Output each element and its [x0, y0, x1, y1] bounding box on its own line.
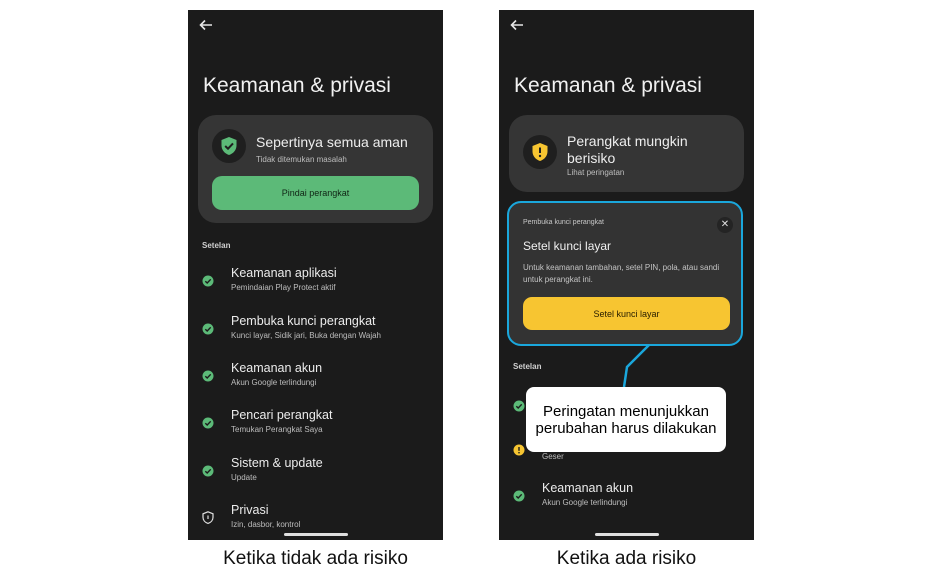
status-title: Perangkat mungkin berisiko: [567, 133, 688, 166]
item-title: Privasi: [231, 503, 269, 517]
page-title: Keamanan & privasi: [203, 74, 391, 97]
item-subtitle: Update: [231, 473, 257, 482]
popup-description: Untuk keamanan tambahan, setel PIN, pola, atau sandi untuk perangkat ini.: [523, 263, 720, 284]
popup-title: Setel kunci layar: [523, 239, 612, 253]
item-subtitle: Geser: [542, 452, 564, 461]
popup-kicker: Pembuka kunci perangkat: [523, 219, 604, 226]
item-subtitle: Akun Google terlindungi: [231, 378, 317, 387]
caption-no-risk: Ketika tidak ada risiko: [223, 548, 408, 569]
set-screen-lock-button[interactable]: Setel kunci layar: [523, 297, 730, 330]
status-title: Sepertinya semua aman: [256, 134, 408, 150]
close-icon[interactable]: ✕: [717, 217, 733, 233]
item-title: Pembuka kunci perangkat: [231, 314, 376, 328]
item-subtitle: Pemindaian Play Protect aktif: [231, 283, 336, 292]
section-header: Setelan: [513, 362, 542, 371]
status-subtitle: Tidak ditemukan masalah: [256, 155, 347, 164]
item-subtitle: Izin, dasbor, kontrol: [231, 520, 301, 529]
item-title: Keamanan aplikasi: [231, 266, 337, 280]
item-subtitle: Akun Google terlindungi: [542, 498, 628, 507]
item-title: Keamanan akun: [542, 481, 634, 495]
caption-risk: Ketika ada risiko: [556, 548, 697, 569]
item-title: Keamanan akun: [231, 361, 323, 375]
item-subtitle: Temukan Perangkat Saya: [231, 425, 323, 434]
item-title: Pencari perangkat: [231, 408, 333, 422]
item-subtitle: Kunci layar, Sidik jari, Buka dengan Wajah: [231, 331, 382, 340]
page-title: Keamanan & privasi: [514, 74, 702, 97]
item-title: Sistem & update: [231, 456, 323, 470]
callout-annotation: Peringatan menunjukkan perubahan harus dilakukan: [526, 387, 726, 452]
scan-device-button[interactable]: Pindai perangkat: [212, 176, 419, 210]
status-subtitle: Lihat peringatan: [567, 168, 625, 177]
section-header: Setelan: [202, 241, 231, 250]
